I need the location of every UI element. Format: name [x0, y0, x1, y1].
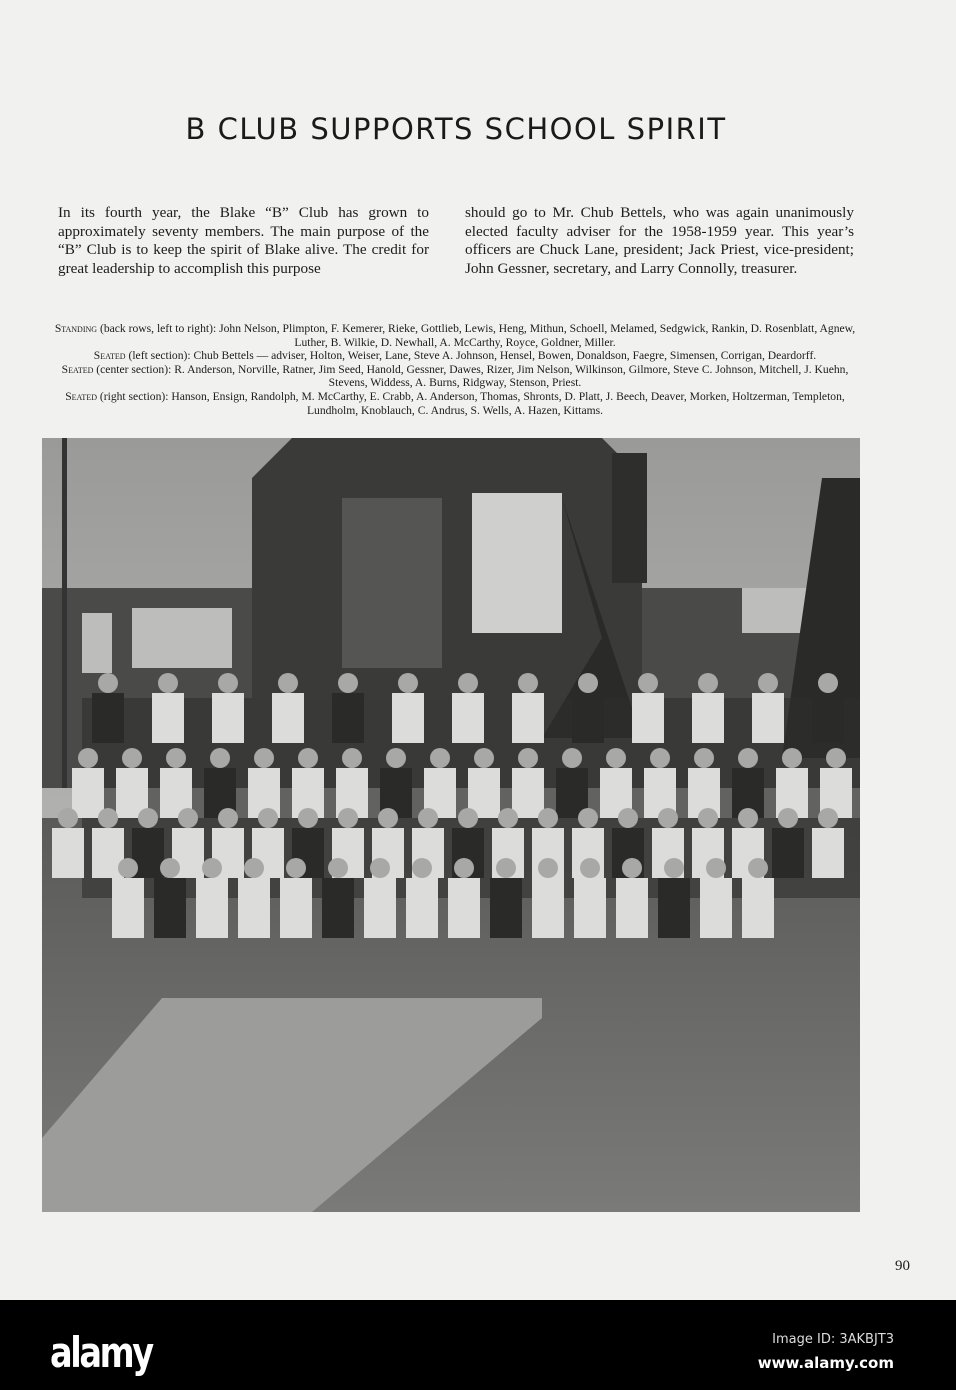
student-figure — [152, 693, 184, 743]
student-head — [258, 808, 278, 828]
student-head — [782, 748, 802, 768]
student-figure — [92, 693, 124, 743]
student-head — [738, 748, 758, 768]
student-figure — [392, 693, 424, 743]
student-figure — [154, 878, 186, 938]
student-figure — [196, 878, 228, 938]
student-figure — [692, 693, 724, 743]
student-head — [166, 748, 186, 768]
student-head — [826, 748, 846, 768]
student-head — [622, 858, 642, 878]
student-head — [328, 858, 348, 878]
student-head — [210, 748, 230, 768]
student-head — [580, 858, 600, 878]
watermark-footer — [0, 1300, 956, 1390]
student-figure — [280, 878, 312, 938]
student-head — [244, 858, 264, 878]
student-head — [638, 673, 658, 693]
student-head — [160, 858, 180, 878]
student-head — [454, 858, 474, 878]
student-head — [98, 673, 118, 693]
student-figure — [112, 878, 144, 938]
caption-seated-right: Seated (right section): Hanson, Ensign, Randolph, M. McCarthy, E. Crabb, A. Anderson, Thomas, Shronts, D. Platt, J. Beech, Deaver, Morken, Holtzerman, Templeton, Lundholm, Knoblauch, C. Andrus, S. Wells, A. Hazen, Kittams. — [65, 389, 845, 417]
student-figure — [512, 768, 544, 818]
student-head — [738, 808, 758, 828]
student-head — [578, 808, 598, 828]
student-head — [278, 673, 298, 693]
student-head — [748, 858, 768, 878]
student-figure — [272, 693, 304, 743]
student-head — [578, 673, 598, 693]
student-head — [430, 748, 450, 768]
student-figure — [448, 878, 480, 938]
student-head — [202, 858, 222, 878]
student-head — [664, 858, 684, 878]
student-head — [298, 748, 318, 768]
student-figure — [812, 693, 844, 743]
student-head — [138, 808, 158, 828]
student-head — [178, 808, 198, 828]
student-figure — [700, 878, 732, 938]
student-head — [98, 808, 118, 828]
student-figure — [512, 693, 544, 743]
alamy-logo[interactable]: alamy — [50, 1328, 152, 1377]
student-figure — [812, 828, 844, 878]
student-head — [658, 808, 678, 828]
student-figure — [238, 878, 270, 938]
caption-standing: Standing (back rows, left to right): John Nelson, Plimpton, F. Kemerer, Rieke, Gottlieb, Lewis, Heng, Mithun, Schoell, Melamed, Sedgwick, Rankin, D. Rosenblatt, Agnew, Luther, B. Wilkie, D. Newhall, A. McCarthy, Royce, Goldner, Miller. — [54, 322, 856, 349]
page-title: B CLUB SUPPORTS SCHOOL SPIRIT — [185, 112, 727, 146]
student-head — [158, 673, 178, 693]
page-number: 90 — [895, 1258, 910, 1274]
student-figure — [772, 828, 804, 878]
site-link[interactable]: www.alamy.com — [757, 1354, 894, 1372]
student-head — [650, 748, 670, 768]
student-head — [778, 808, 798, 828]
student-head — [418, 808, 438, 828]
student-head — [618, 808, 638, 828]
student-head — [342, 748, 362, 768]
student-head — [694, 748, 714, 768]
student-head — [538, 858, 558, 878]
body-text-left: In its fourth year, the Blake “B” Club has grown to approximately seventy members. The main purpose of the “B” Club is to keep the spirit of Blake alive. The credit for great leadership to accomplish this purpose — [58, 204, 429, 277]
student-figure — [752, 693, 784, 743]
student-head — [474, 748, 494, 768]
student-head — [218, 673, 238, 693]
student-figure — [532, 878, 564, 938]
student-head — [386, 748, 406, 768]
group-photo — [42, 438, 860, 1212]
student-figure — [52, 828, 84, 878]
student-figure — [616, 878, 648, 938]
student-head — [758, 673, 778, 693]
student-head — [562, 748, 582, 768]
student-head — [538, 808, 558, 828]
student-head — [78, 748, 98, 768]
student-head — [338, 808, 358, 828]
student-head — [298, 808, 318, 828]
student-head — [122, 748, 142, 768]
student-head — [698, 808, 718, 828]
image-id: Image ID: 3AKBJT3 — [772, 1332, 894, 1347]
student-head — [412, 858, 432, 878]
student-head — [606, 748, 626, 768]
student-figure — [72, 768, 104, 818]
student-figure — [406, 878, 438, 938]
student-head — [458, 808, 478, 828]
student-head — [818, 673, 838, 693]
student-figure — [632, 693, 664, 743]
student-figure — [742, 878, 774, 938]
student-head — [58, 808, 78, 828]
student-figure — [572, 693, 604, 743]
student-head — [706, 858, 726, 878]
student-head — [496, 858, 516, 878]
student-head — [118, 858, 138, 878]
student-head — [254, 748, 274, 768]
student-figure — [322, 878, 354, 938]
caption-seated-center: Seated (center section): R. Anderson, Norville, Ratner, Jim Seed, Hanold, Gessner, Dawes, Rizer, Jim Nelson, Wilkinson, Gilmore, Steve C. Johnson, Mitchell, J. Kuehn, Stevens, Widdess, A. Burns, Ridgway, Stenson, Priest. — [61, 362, 849, 390]
student-head — [698, 673, 718, 693]
student-figure — [364, 878, 396, 938]
student-figure — [452, 693, 484, 743]
student-head — [398, 673, 418, 693]
student-head — [378, 808, 398, 828]
student-figure — [658, 878, 690, 938]
student-head — [518, 673, 538, 693]
student-figure — [490, 878, 522, 938]
student-head — [498, 808, 518, 828]
student-figure — [212, 693, 244, 743]
student-head — [370, 858, 390, 878]
student-head — [818, 808, 838, 828]
student-head — [458, 673, 478, 693]
caption-seated-left: Seated (left section): Chub Bettels — adviser, Holton, Weiser, Lane, Steve A. Johnson, Hensel, Bowen, Donaldson, Faegre, Simensen, Corrigan, Deardorff. — [93, 349, 817, 363]
student-figure — [332, 693, 364, 743]
student-figure — [574, 878, 606, 938]
student-head — [338, 673, 358, 693]
student-head — [218, 808, 238, 828]
student-head — [286, 858, 306, 878]
student-head — [518, 748, 538, 768]
body-text-right: should go to Mr. Chub Bettels, who was again unanimously elected faculty adviser for the 1958-1959 year. This year’s officers are Chuck Lane, president; Jack Priest, vice-president; John Gessner, secretary, and Larry Connolly, treasurer. — [465, 204, 854, 277]
photo-captions — [44, 322, 866, 417]
